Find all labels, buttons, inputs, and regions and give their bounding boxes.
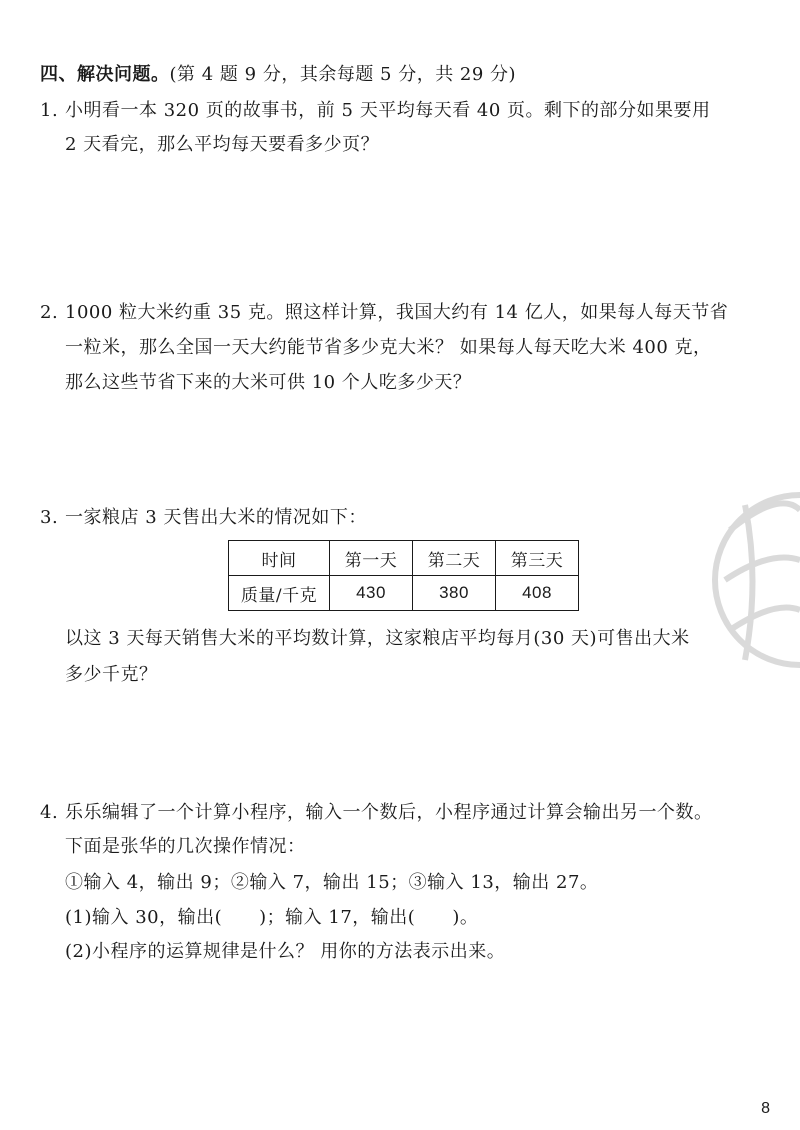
question-4-part-2: (2)小程序的运算规律是什么？ 用你的方法表示出来。 [65, 941, 506, 962]
question-2-text-1: 1000 粒大米约重 35 克。照这样计算，我国大约有 14 亿人，如果每人每天节省 [65, 302, 729, 323]
section-heading [40, 62, 516, 88]
question-1-text-1: 小明看一本 320 页的故事书，前 5 天平均每天看 40 页。剩下的部分如果要用 [65, 100, 711, 121]
question-3-intro [40, 505, 367, 531]
question-3-intro-text: 一家粮店 3 天售出大米的情况如下： [65, 507, 367, 528]
table-header-cell: 第三天 [496, 541, 579, 576]
watermark-stamp [690, 470, 800, 710]
question-1-number: 1. [40, 100, 59, 121]
table-row-label: 质量/千克 [229, 576, 330, 611]
table-header-cell: 第二天 [413, 541, 496, 576]
question-4-text-1: 乐乐编辑了一个计算小程序，输入一个数后，小程序通过计算会输出另一个数。 [65, 802, 713, 823]
question-2-line-3: 那么这些节省下来的大米可供 10 个人吃多少天？ [65, 372, 472, 393]
table-header-row [229, 541, 579, 576]
question-3-number: 3. [40, 507, 59, 528]
table-cell: 430 [330, 576, 413, 611]
question-2-line-2: 一粒米，那么全国一天大约能节省多少克大米？ 如果每人每天吃大米 400 克， [65, 337, 712, 358]
question-4-examples: ①输入 4，输出 9；②输入 7，输出 15；③输入 13，输出 27。 [65, 872, 599, 893]
question-4-line-2: 下面是张华的几次操作情况： [65, 836, 306, 857]
page-number: 8 [761, 1100, 770, 1117]
question-3-line-1: 以这 3 天每天销售大米的平均数计算，这家粮店平均每月(30 天)可售出大米 [65, 628, 690, 649]
rice-sales-table [228, 540, 579, 611]
table-cell: 380 [413, 576, 496, 611]
table-cell: 408 [496, 576, 579, 611]
question-2-number: 2. [40, 302, 59, 323]
question-1-line-1 [40, 98, 711, 124]
question-1-line-2: 2 天看完，那么平均每天要看多少页？ [65, 134, 380, 155]
question-4-number: 4. [40, 802, 59, 823]
section-title: 四、解决问题。 [40, 64, 170, 85]
table-header-cell: 时间 [229, 541, 330, 576]
table-header-cell: 第一天 [330, 541, 413, 576]
question-4-part-1: (1)输入 30，输出( )；输入 17，输出( )。 [65, 907, 479, 928]
question-2-line-1 [40, 300, 728, 326]
table-row [229, 576, 579, 611]
question-4-line-1 [40, 800, 713, 826]
question-3-line-2: 多少千克？ [65, 664, 158, 685]
section-score-note: (第 4 题 9 分，其余每题 5 分，共 29 分) [169, 64, 517, 85]
